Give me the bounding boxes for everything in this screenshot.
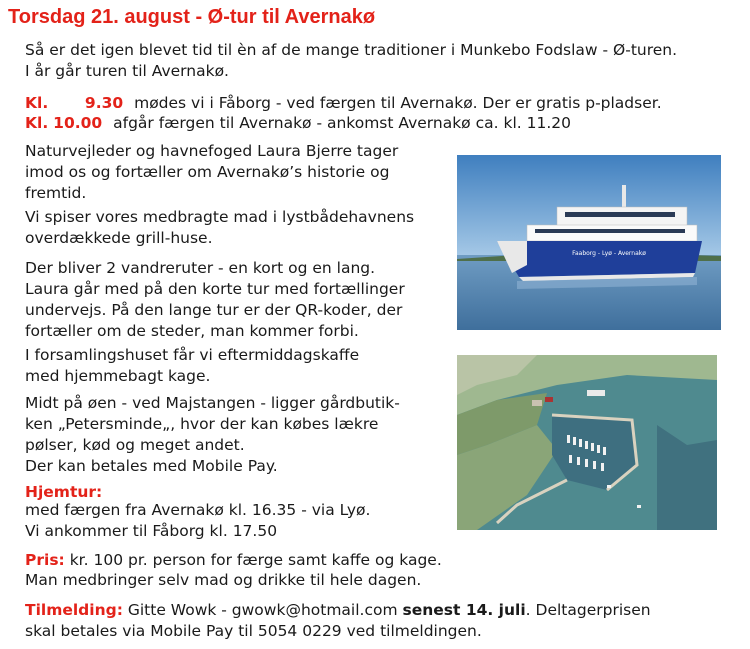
signup-line-2: skal betales via Mobile Pay til 5054 0229 ved tilmeldingen. <box>25 622 482 640</box>
schedule-text: afgår færgen til Avernakø - ankomst Avernakø ca. kl. 11.20 <box>113 114 571 132</box>
lunch-line: overdækkede grill-huse. <box>25 229 213 247</box>
coffee-line: I forsamlingshuset får vi eftermiddagskaffe <box>25 346 360 364</box>
price-label: Pris: <box>25 551 65 569</box>
price-text: kr. 100 pr. person for færge samt kaffe og kage. <box>69 551 442 569</box>
guide-line: Naturvejleder og havnefoged Laura Bjerre tager <box>25 142 399 160</box>
signup-deadline: senest 14. juli <box>402 601 526 619</box>
signup-label: Tilmelding: <box>25 601 123 619</box>
shop-line: Midt på øen - ved Majstangen - ligger gårdbutik- <box>25 394 400 412</box>
lunch-line: Vi spiser vores medbragte mad i lystbådehavnens <box>25 208 415 226</box>
coffee-line: med hjemmebagt kage. <box>25 367 211 385</box>
harbor-aerial-photo <box>457 355 717 530</box>
signup-contact: Gitte Wowk - gwowk@hotmail.com <box>127 601 398 619</box>
intro-line-2: I år går turen til Avernakø. <box>25 62 229 80</box>
schedule-label: Kl. <box>25 94 49 112</box>
routes-line: fortæller om de steder, man kommer forbi. <box>25 322 359 340</box>
ferry-hull-text: Faaborg - Lyø - Avernakø <box>572 250 646 257</box>
schedule-time: 10.00 <box>53 114 103 132</box>
shop-line: ken „Petersminde„, hvor der kan købes lækre <box>25 415 379 433</box>
signup-text: . Deltagerprisen <box>525 601 651 619</box>
price-line-1 <box>25 550 442 571</box>
shop-line: Der kan betales med Mobile Pay. <box>25 457 278 475</box>
routes-line: Der bliver 2 vandreruter - en kort og en lang. <box>25 259 376 277</box>
guide-line: fremtid. <box>25 184 87 202</box>
schedule-label: Kl. <box>25 114 49 132</box>
harbor-illustration <box>457 355 717 530</box>
shop-line: pølser, kød og meget andet. <box>25 436 245 454</box>
price-line-2: Man medbringer selv mad og drikke til hele dagen. <box>25 571 422 589</box>
schedule-time: 9.30 <box>84 94 124 112</box>
schedule-row-2 <box>25 113 571 134</box>
routes-line: undervejs. På den lange tur er der QR-koder, der <box>25 301 403 319</box>
ferry-photo <box>457 155 721 330</box>
page-title: Torsdag 21. august - Ø-tur til Avernakø <box>8 6 376 28</box>
intro-line-1: Så er det igen blevet tid til èn af de mange traditioner i Munkebo Fodslaw - Ø-turen. <box>25 41 678 59</box>
routes-line: Laura går med på den korte tur med fortællinger <box>25 280 405 298</box>
signup-line-1 <box>25 600 651 621</box>
ferry-illustration <box>457 155 721 330</box>
return-line-2: Vi ankommer til Fåborg kl. 17.50 <box>25 522 278 540</box>
return-line-1: med færgen fra Avernakø kl. 16.35 - via Lyø. <box>25 501 371 519</box>
guide-line: imod os og fortæller om Avernakø’s historie og <box>25 163 390 181</box>
schedule-row-1 <box>25 93 662 114</box>
schedule-text: mødes vi i Fåborg - ved færgen til Avernakø. Der er gratis p-pladser. <box>134 94 662 112</box>
return-heading: Hjemtur: <box>25 483 103 501</box>
